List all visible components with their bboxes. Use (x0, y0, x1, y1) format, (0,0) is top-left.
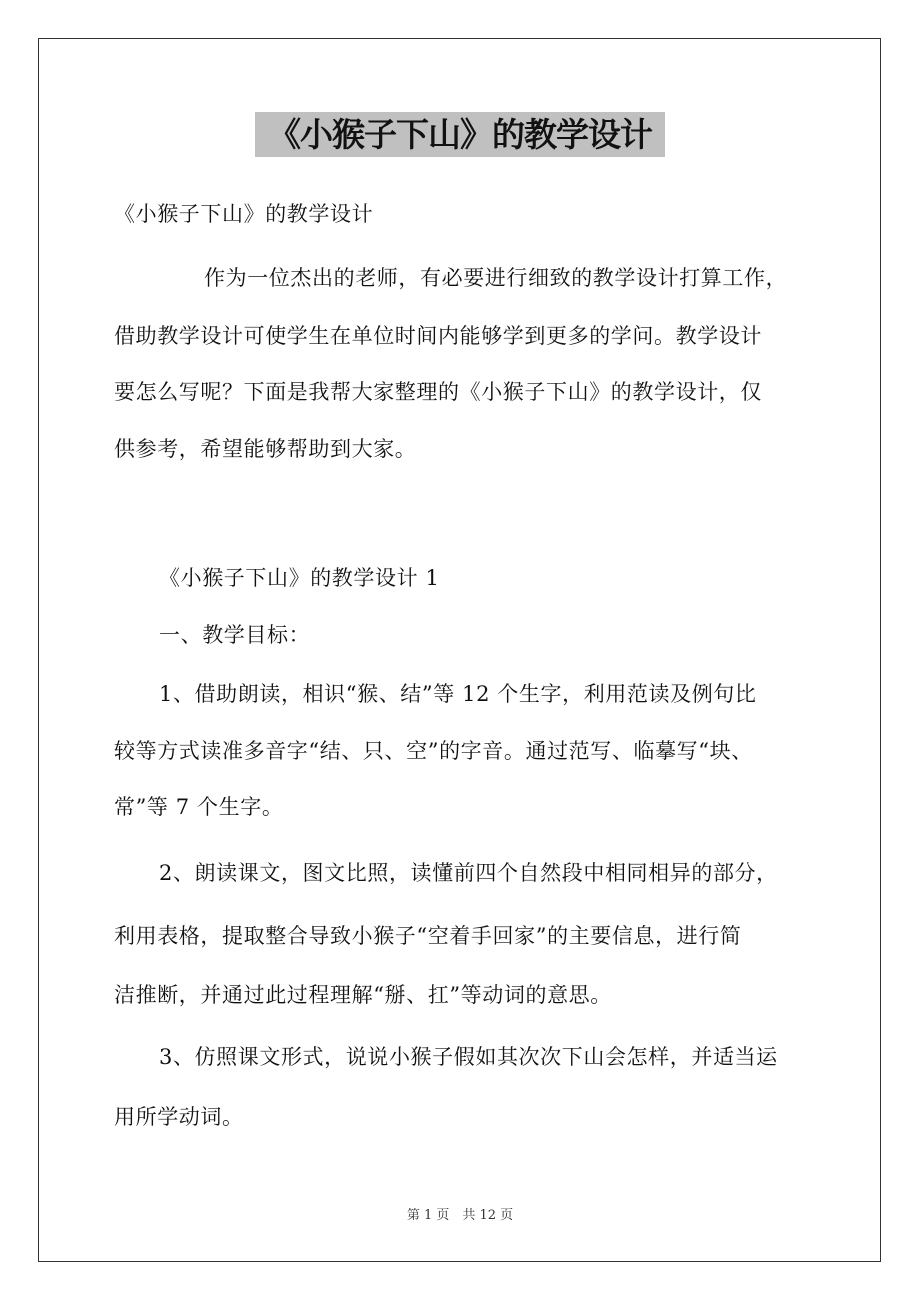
section-subheading: 一、教学目标： (159, 623, 311, 647)
paragraph-line: 常”等 7 个生字。 (114, 795, 284, 819)
page-footer: 第 1 页 共 12 页 (406, 1208, 514, 1223)
paragraph-line: 较等方式读准多音字“结、只、空”的字音。通过范写、临摹写“块、 (114, 739, 753, 763)
paragraph-line: 洁推断，并通过此过程理解“掰、扛”等动词的意思。 (114, 983, 612, 1007)
subtitle: 《小猴子下山》的教学设计 (114, 202, 374, 226)
paragraph-line: 作为一位杰出的老师，有必要进行细致的教学设计打算工作， (204, 266, 788, 290)
paragraph-line: 借助教学设计可使学生在单位时间内能够学到更多的学问。教学设计 (114, 324, 762, 348)
paragraph-line: 利用表格，提取整合导致小猴子“空着手回家”的主要信息，进行简 (114, 924, 742, 948)
paragraph-line: 3、仿照课文形式，说说小猴子假如其次次下山会怎样，并适当运 (159, 1045, 778, 1069)
paragraph-line: 供参考，希望能够帮助到大家。 (114, 437, 417, 461)
section-heading: 《小猴子下山》的教学设计 1 (159, 566, 440, 590)
paragraph-line: 2、朗读课文，图文比照，读懂前四个自然段中相同相异的部分， (159, 861, 778, 885)
document-title: 《小猴子下山》的教学设计 (255, 112, 665, 157)
paragraph-line: 1、借助朗读，相识“猴、结”等 12 个生字，利用范读及例句比 (159, 682, 757, 706)
paragraph-line: 用所学动词。 (114, 1105, 244, 1129)
paragraph-line: 要怎么写呢？下面是我帮大家整理的《小猴子下山》的教学设计，仅 (114, 380, 762, 404)
